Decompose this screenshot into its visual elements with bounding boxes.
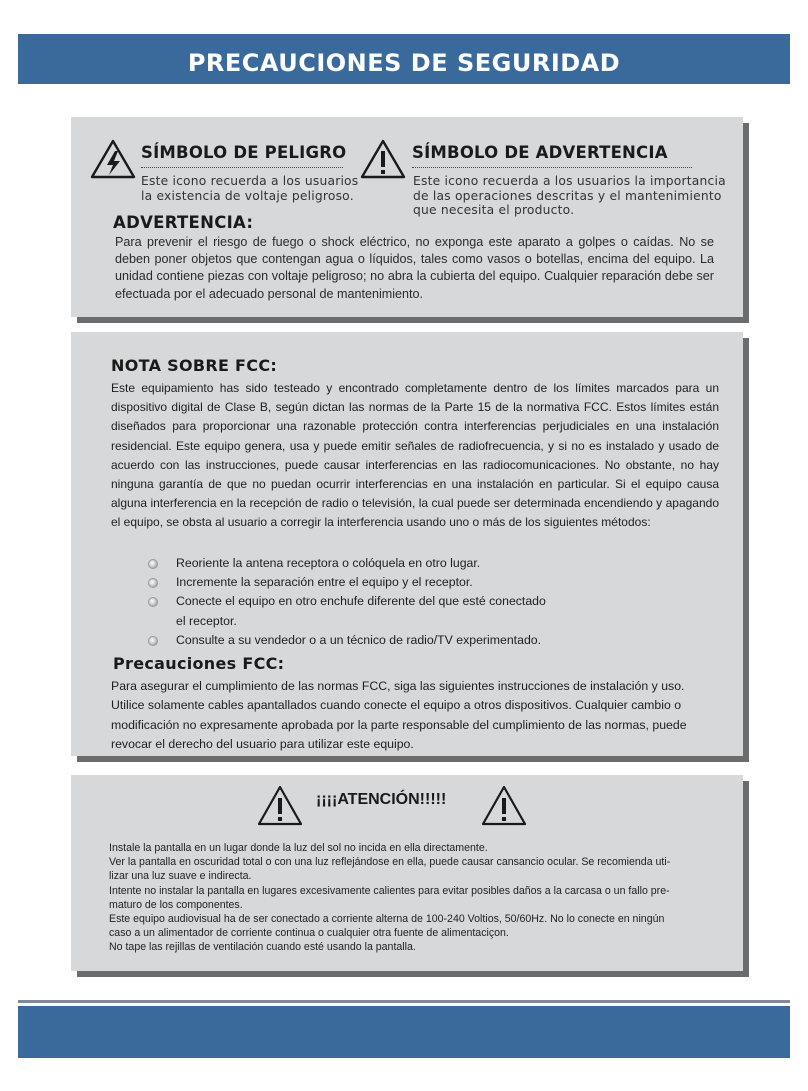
- precaution-line: revocar el derecho del usuario para utilizar este equipo.: [111, 736, 414, 751]
- lightning-warning-icon: [90, 139, 136, 179]
- warning-symbol-title: SÍMBOLO DE ADVERTENCIA: [412, 143, 668, 162]
- warning-divider: [412, 167, 692, 168]
- list-item: [148, 592, 708, 611]
- danger-line: Este icono recuerda a los usuarios: [141, 174, 359, 188]
- list-item: [148, 573, 708, 592]
- list-item: [148, 631, 708, 650]
- attention-text: [109, 841, 737, 955]
- advertencia-title: ADVERTENCIA:: [113, 213, 254, 232]
- attention-line: Este equipo audiovisual ha de ser conectado a corriente alterna de 100-240 Voltios, 50/60Hz. No lo conecte en ningún: [109, 913, 665, 926]
- warning-symbol-text: [413, 174, 726, 218]
- footer-bar: [18, 1006, 790, 1058]
- danger-symbol-text: [141, 174, 358, 203]
- header-bar: [18, 34, 790, 84]
- page-title: PRECAUCIONES DE SEGURIDAD: [187, 49, 621, 77]
- fcc-precautions-title: Precauciones FCC:: [113, 654, 285, 673]
- footer-divider: [18, 1000, 790, 1003]
- precaution-line: Utilice solamente cables apantallados cuando conecte el equipo a otros dispositivos. Cualquier cambio o: [111, 698, 682, 713]
- list-item-text: Incremente la separación entre el equipo y el receptor.: [176, 575, 473, 590]
- danger-symbol-title: SÍMBOLO DE PELIGRO: [141, 143, 347, 162]
- bullet-icon: [148, 559, 158, 569]
- attention-line: Instale la pantalla en un lugar donde la luz del sol no incida en ella directamente.: [109, 842, 488, 854]
- safety-symbols-panel: [71, 117, 743, 317]
- warning-line: de las operaciones descritas y el mantenimiento: [413, 188, 722, 203]
- bullet-icon: [148, 636, 158, 646]
- fcc-methods-list: [148, 554, 708, 650]
- list-item-text: Conecte el equipo en otro enchufe diferente del que esté conectado: [176, 594, 546, 609]
- fcc-note-text: Este equipamiento has sido testeado y encontrado completamente dentro de los límites marcados para un dispositivo digital de Clase B, según dictan las normas de la Parte 15 de la normativa FCC. Estos límites están diseñados para proporcionar una razonable protección contra interferencias perjudiciales en una instalación residencial. Este equipo genera, usa y puede emitir señales de radiofrecuencia, y si no es instalado y usado de acuerdo con las instrucciones, puede causar interferencias en las radiocomunicaciones. No obstante, no hay ninguna garantía de que no puedan ocurrir interferencias en una instalación en particular. Si el equipo causa alguna interferencia en la recepción de radio o televisión, la cual puede ser determinada encendiendo y apagando el equipo, se obsta al usuario a corregir la interferencia usando uno o más de los siguientes métodos:: [111, 381, 719, 530]
- exclamation-warning-icon: [360, 139, 406, 179]
- advertencia-text: Para prevenir el riesgo de fuego o shock eléctrico, no exponga este aparato a golpes o caídas. No se deben poner objetos que contengan agua o líquidos, tales como vasos o botellas, encima del equipo. La unidad contiene piezas con voltaje peligroso; no abra la cubierta del equipo. Cualquier reparación debe ser efectuada por el adecuado personal de mantenimiento.: [115, 235, 714, 301]
- bullet-icon: [148, 597, 158, 607]
- attention-line: Ver la pantalla en oscuridad total o con una luz reflejándose en ella, puede causar cansancio ocular. Se recomienda uti-: [109, 856, 671, 869]
- attention-line: caso a un alimentador de corriente continua o cualquier otra fuente de alimentaciçon.: [109, 927, 509, 940]
- list-item-continuation: el receptor.: [176, 613, 237, 628]
- warning-line: Este icono recuerda a los usuarios la importancia: [413, 174, 726, 188]
- danger-line: la existencia de voltaje peligroso.: [141, 188, 354, 203]
- exclamation-warning-icon: [481, 785, 527, 827]
- precaution-line: Para asegurar el cumplimiento de las normas FCC, siga las siguientes instrucciones de instalación y uso.: [111, 679, 685, 693]
- attention-panel: [71, 775, 743, 971]
- attention-line: lizar una luz suave e indirecta.: [109, 870, 252, 883]
- bullet-icon: [148, 578, 158, 588]
- fcc-note-title: NOTA SOBRE FCC:: [111, 356, 278, 375]
- list-item-text: Reoriente la antena receptora o colóquela en otro lugar.: [176, 556, 481, 570]
- attention-title: ¡¡¡¡ATENCIÓN!!!!!: [316, 791, 447, 808]
- danger-divider: [141, 167, 343, 168]
- attention-line: maturo de los componentes.: [109, 898, 243, 911]
- list-item-text: Consulte a su vendedor o a un técnico de radio/TV experimentado.: [176, 632, 542, 647]
- exclamation-warning-icon: [257, 785, 303, 827]
- attention-line: Intente no instalar la pantalla en lugares excesivamente calientes para evitar posibles daños a la carcasa o un fallo pre-: [109, 884, 670, 897]
- warning-line: que necesita el producto.: [413, 203, 575, 217]
- fcc-note-panel: [71, 332, 743, 756]
- attention-line: No tape las rejillas de ventilación cuando esté usando la pantalla.: [109, 941, 416, 954]
- precaution-line: modificación no expresamente aprobada por la parte responsable del cumplimiento de las normas, puede: [111, 717, 687, 732]
- list-item: [148, 554, 708, 573]
- fcc-precautions-text: [111, 677, 731, 754]
